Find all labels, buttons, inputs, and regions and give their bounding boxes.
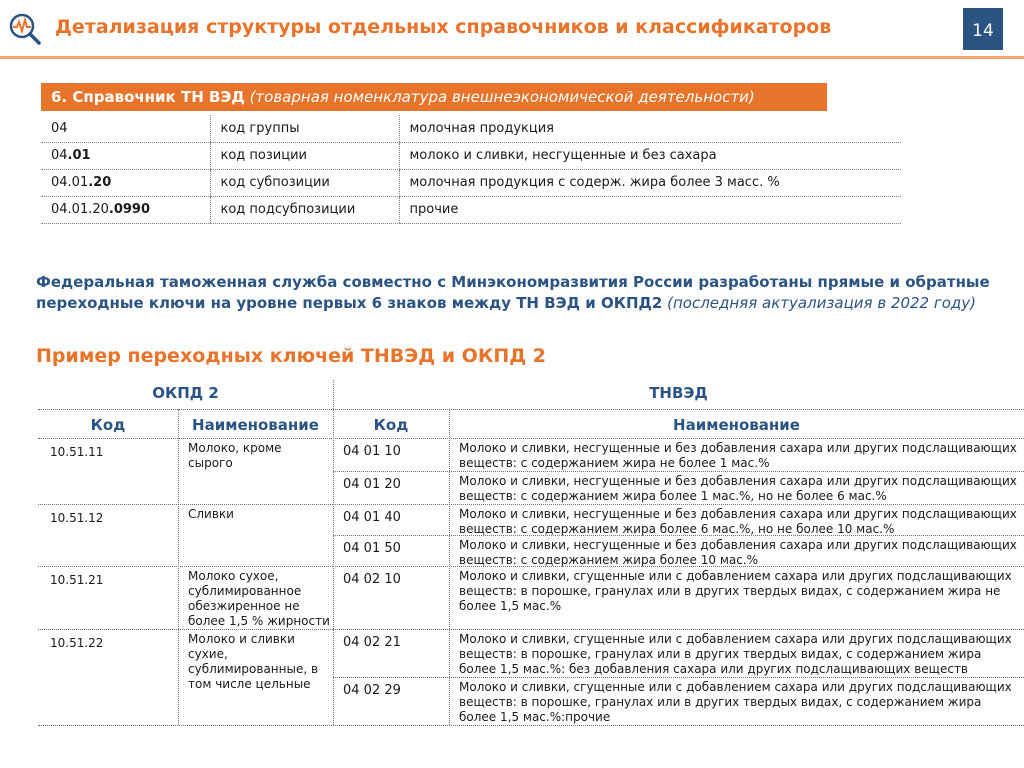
- tnved-code: 04.01: [41, 142, 210, 169]
- tnved-key-name: Молоко и сливки, несгущенные и без добавления сахара или других подслащивающих веществ: с содержанием жира более 1 мас.%, но не более 6 мас.%: [459, 474, 1017, 503]
- info-paragraph: [36, 272, 996, 314]
- tnved-key-name: Молоко и сливки, сгущенные или с добавлением сахара или других подслащивающих веществ: в порошке, гранулах или в других твердых видах, с содержанием жира более 1,5 мас.%:прочие: [459, 680, 1012, 724]
- page-title: Детализация структуры отдельных справочников и классификаторов: [55, 16, 832, 38]
- tnved-heading: [41, 83, 827, 111]
- header-divider: [0, 56, 1024, 59]
- info-paragraph-note: (последняя актуализация в 2022 году): [667, 294, 977, 312]
- col-header-tnved-code: Код: [373, 416, 409, 434]
- tnved-key-code: 04 02 29: [343, 683, 401, 698]
- tnved-key-code: 04 01 20: [343, 477, 401, 492]
- tnved-description: молочная продукция: [399, 115, 901, 142]
- okpd-name: Молоко, кроме сырого: [188, 441, 282, 470]
- tnved-level: код подсубпозиции: [210, 196, 399, 223]
- tnved-key-name: Молоко и сливки, сгущенные или с добавлением сахара или других подслащивающих веществ: в порошке, гранулах или в других твердых видах, с содержанием жира не более 1,5 мас.%: [459, 569, 1012, 613]
- tnved-key-name: Молоко и сливки, несгущенные и без добавления сахара или других подслащивающих веществ: с содержанием жира не более 1 мас.%: [459, 441, 1017, 470]
- tnved-key-name: Молоко и сливки, сгущенные или с добавлением сахара или других подслащивающих веществ: в порошке, гранулах или в других твердых видах, с содержанием жира более 1,5 мас.%: без добавления сахара или других подслащивающих веществ: [459, 632, 1012, 676]
- tnved-description: прочие: [399, 196, 901, 223]
- tnved-row: [41, 142, 901, 169]
- group-header-okpd: ОКПД 2: [152, 384, 219, 402]
- col-header-tnved-name: Наименование: [673, 416, 800, 434]
- magnifier-chart-icon: [8, 12, 42, 46]
- okpd-name: Молоко сухое, сублимированное обезжиренное не более 1,5 % жирности: [188, 569, 330, 628]
- tnved-description: молочная продукция с содерж. жира более 3 масс. %: [399, 169, 901, 196]
- tnved-key-code: 04 01 40: [343, 510, 401, 525]
- tnved-level: код позиции: [210, 142, 399, 169]
- tnved-key-code: 04 01 10: [343, 444, 401, 459]
- tnved-key-code: 04 01 50: [343, 541, 401, 556]
- tnved-level: код группы: [210, 115, 399, 142]
- info-paragraph-text: Федеральная таможенная служба совместно с Минэкономразвития России разработаны прямые и обратные переходные ключи на уровне первых 6 знаков между ТН ВЭД и ОКПД2: [36, 273, 990, 312]
- tnved-heading-hint: (товарная номенклатура внешнеэкономической деятельности): [249, 88, 755, 106]
- example-title: Пример переходных ключей ТНВЭД и ОКПД 2: [36, 345, 547, 367]
- tnved-row: [41, 115, 901, 142]
- okpd-code: 10.51.12: [50, 511, 104, 525]
- okpd-name: Сливки: [188, 507, 234, 521]
- okpd-name: Молоко и сливки сухие, сублимированные, в том числе цельные: [188, 632, 319, 691]
- col-header-okpd-code: Код: [90, 416, 126, 434]
- tnved-structure-table: [41, 115, 901, 224]
- tnved-key-name: Молоко и сливки, несгущенные и без добавления сахара или других подслащивающих веществ: с содержанием жира более 6 мас.%, но не более 10 мас.%: [459, 507, 1017, 536]
- okpd-code: 10.51.21: [50, 573, 104, 587]
- okpd-code: 10.51.22: [50, 636, 104, 650]
- col-header-okpd-name: Наименование: [192, 416, 319, 434]
- tnved-key-code: 04 02 10: [343, 572, 401, 587]
- transition-keys-table: [38, 380, 1024, 725]
- okpd-code: 10.51.11: [50, 445, 104, 459]
- page-number-badge: 14: [963, 8, 1003, 50]
- tnved-description: молоко и сливки, несгущенные и без сахара: [399, 142, 901, 169]
- group-header-tnved: ТНВЭД: [649, 384, 708, 402]
- slide-header: [0, 0, 1024, 52]
- tnved-heading-title: 6. Справочник ТН ВЭД: [51, 88, 245, 106]
- tnved-key-name: Молоко и сливки, несгущенные и без добавления сахара или других подслащивающих веществ: с содержанием жира более 10 мас.%: [459, 538, 1017, 567]
- tnved-key-code: 04 02 21: [343, 635, 401, 650]
- tnved-level: код субпозиции: [210, 169, 399, 196]
- tnved-code: 04: [41, 115, 210, 142]
- tnved-row: [41, 169, 901, 196]
- tnved-code: 04.01.20.0990: [41, 196, 210, 223]
- tnved-code: 04.01.20: [41, 169, 210, 196]
- tnved-row: [41, 196, 901, 223]
